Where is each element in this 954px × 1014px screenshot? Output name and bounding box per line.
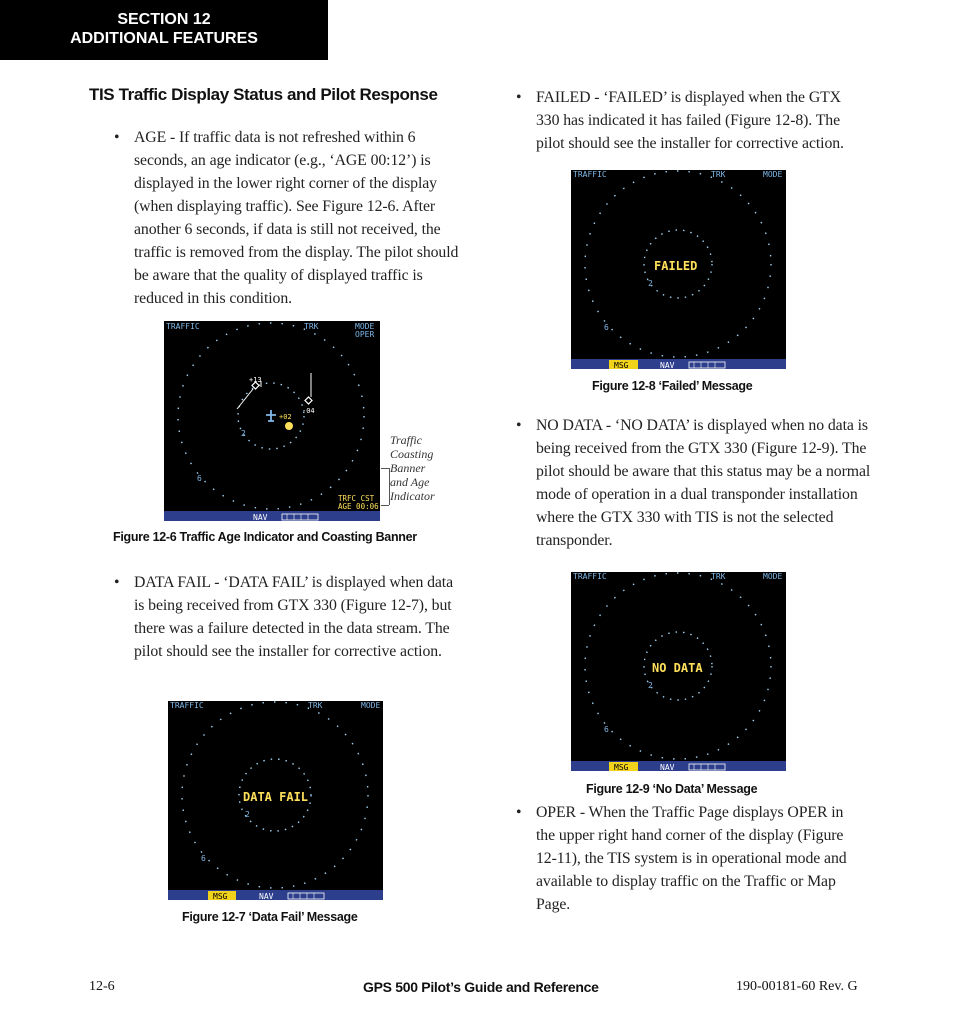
screen-mode: MODE	[361, 701, 381, 710]
msg-label: MSG	[614, 361, 629, 369]
screen-title: TRAFFIC	[573, 170, 607, 179]
side-note-line: Traffic	[390, 433, 423, 447]
screen-trk: TRK	[711, 170, 726, 179]
range-inner: 2	[245, 810, 250, 819]
bullet-no-data-text: NO DATA - ‘NO DATA’ is displayed when no data is being received from the GTX 330 (Figure 12-9). The pilot should be aware that this status may be a normal mode of operation in a dual transponder installation where the GTX 330 with TIS is not the selected transponder.	[536, 417, 871, 549]
bullet-data-fail-text: DATA FAIL - ‘DATA FAIL’ is displayed when data is being received from GTX 330 (Figure 12-7), but there was a failure detected in the data stream. The pilot should see the installer for corrective action.	[134, 574, 454, 660]
ownship-icon	[266, 410, 276, 421]
traffic-advisory-icon	[285, 422, 293, 430]
footer-title: GPS 500 Pilot’s Guide and Reference	[363, 979, 599, 995]
bullet-data-fail	[114, 571, 464, 663]
nav-label: NAV	[253, 513, 268, 521]
figure-12-8-screen	[571, 170, 786, 369]
figure-12-6-caption: Figure 12-6 Traffic Age Indicator and Coasting Banner	[113, 530, 417, 544]
nav-label: NAV	[660, 361, 675, 369]
status-message: DATA FAIL	[243, 790, 309, 804]
status-message: NO DATA	[652, 661, 703, 675]
msg-label: MSG	[614, 763, 629, 771]
screen-mode: MODE	[355, 322, 375, 331]
bullet-symbol: •	[516, 804, 522, 821]
bullet-symbol: •	[114, 129, 120, 146]
bullet-oper-text: OPER - When the Traffic Page displays OPER in the upper right hand corner of the display (Figure 12-11), the TIS system is in operational mode and available to display traffic on the Traffic or Map Page.	[536, 804, 847, 913]
figure-12-7-screen	[168, 701, 383, 900]
range-inner: 2	[648, 279, 653, 288]
bullet-symbol: •	[516, 417, 522, 434]
status-message: FAILED	[654, 259, 698, 273]
target-altitude-1: +13	[249, 376, 262, 384]
side-note-line: Indicator	[390, 489, 435, 503]
bullet-failed	[516, 86, 866, 155]
side-note	[390, 433, 435, 503]
figure-12-9-caption: Figure 12-9 ‘No Data’ Message	[586, 782, 758, 796]
section-number: SECTION 12	[117, 11, 211, 28]
page-heading: TIS Traffic Display Status and Pilot Response	[89, 85, 438, 104]
range-outer: 6	[197, 474, 202, 483]
screen-mode: MODE	[763, 572, 783, 581]
coasting-banner: TRFC CST	[338, 494, 375, 503]
screen-trk: TRK	[308, 701, 323, 710]
figure-12-8-caption: Figure 12-8 ‘Failed’ Message	[592, 379, 753, 393]
callout-line	[381, 468, 389, 469]
bullet-oper	[516, 801, 866, 916]
bullet-age	[114, 126, 464, 310]
age-indicator: AGE 00:06	[338, 502, 379, 511]
screen-trk: TRK	[711, 572, 726, 581]
nav-label: NAV	[259, 892, 274, 900]
range-inner: 2	[241, 429, 246, 438]
side-note-line: and Age	[390, 475, 430, 489]
callout-line	[381, 505, 389, 506]
screen-trk: TRK	[304, 322, 319, 331]
target-altitude-2: -04	[302, 407, 315, 415]
figure-12-7-caption: Figure 12-7 ‘Data Fail’ Message	[182, 910, 358, 924]
nav-label: NAV	[660, 763, 675, 771]
side-note-line: Coasting	[390, 447, 434, 461]
section-tab	[0, 0, 328, 60]
ownship-altitude: +02	[279, 413, 292, 421]
msg-label: MSG	[213, 892, 228, 900]
range-outer: 6	[201, 854, 206, 863]
screen-oper: OPER	[355, 330, 375, 339]
figure-12-6-screen	[164, 321, 380, 521]
bullet-no-data	[516, 414, 871, 552]
range-outer: 6	[604, 725, 609, 734]
bullet-symbol: •	[516, 89, 522, 106]
figure-12-9-screen	[571, 572, 786, 771]
side-note-line: Banner	[390, 461, 426, 475]
range-inner: 2	[648, 681, 653, 690]
page-number: 12-6	[89, 979, 115, 994]
screen-title: TRAFFIC	[573, 572, 607, 581]
screen-title: TRAFFIC	[170, 701, 204, 710]
bullet-age-text: AGE - If traffic data is not refreshed within 6 seconds, an age indicator (e.g., ‘AGE 00:12’) is displayed in the lower right corner of the display (when displaying traffic). See Figure 12-6. After another 6 seconds, if data is still not received, the traffic is removed from the display. The pilot should be aware that the quality of displayed traffic is reduced in this condition.	[134, 129, 459, 307]
bullet-symbol: •	[114, 574, 120, 591]
screen-mode: MODE	[763, 170, 783, 179]
traffic-target-icon	[305, 397, 312, 404]
document-number: 190-00181-60 Rev. G	[736, 979, 858, 994]
screen-title: TRAFFIC	[166, 322, 200, 331]
range-outer: 6	[604, 323, 609, 332]
bullet-failed-text: FAILED - ‘FAILED’ is displayed when the GTX 330 has indicated it has failed (Figure 12-8). The pilot should see the installer for corrective action.	[536, 89, 844, 152]
section-title: ADDITIONAL FEATURES	[70, 30, 258, 47]
